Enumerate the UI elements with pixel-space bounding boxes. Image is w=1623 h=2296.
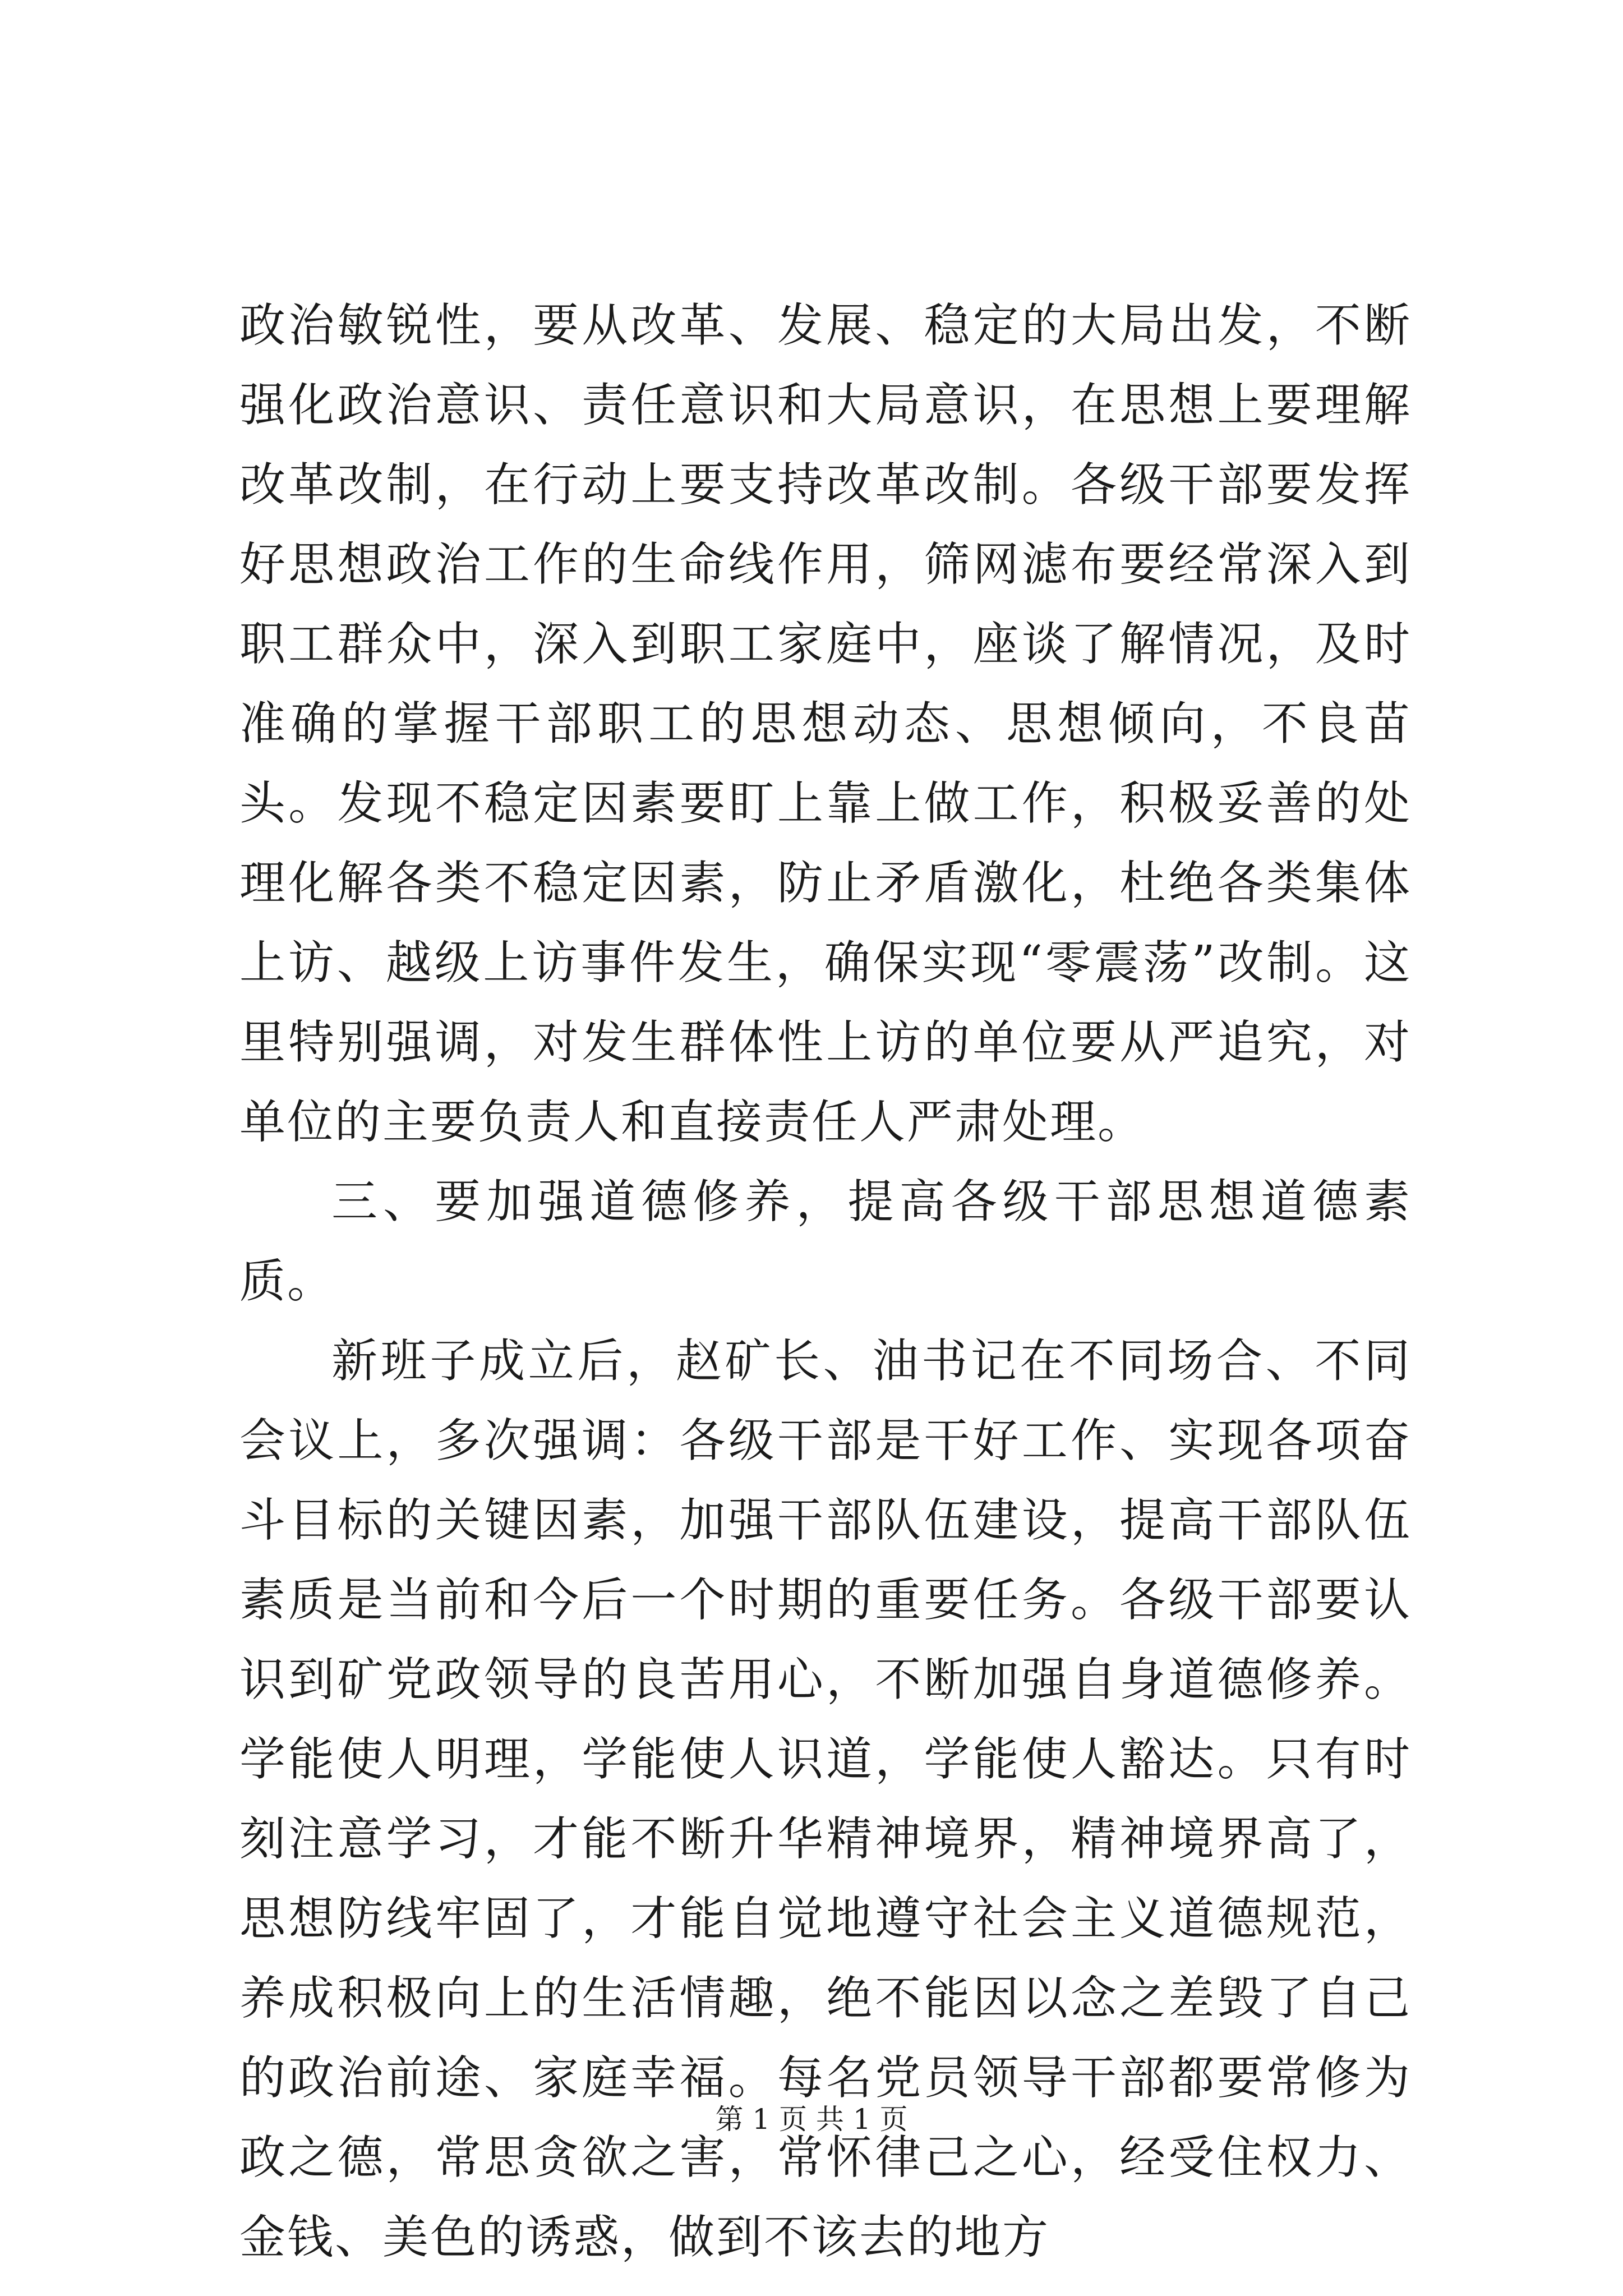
section-heading: 三、要加强道德修养，提高各级干部思想道德素质。 [239,1175,1412,1308]
document-body [239,286,1412,2277]
paragraph-continuation: 政治敏锐性，要从改革、发展、稳定的大局出发，不断强化政治意识、责任意识和大局意识，在思想上要理解改革改制，在行动上要支持改革改制。各级干部要发挥好思想政治工作的生命线作用，筛网滤布要经常深入到职工群众中，深入到职工家庭中，座谈了解情况，及时准确的掌握干部职工的思想动态、思想倾向，不良苗头。发现不稳定因素要盯上靠上做工作，积极妥善的处理化解各类不稳定因素，防止矛盾激化，杜绝各类集体上访、越级上访事件发生，确保实现“零震荡”改制。这里特别强调，对发生群体性上访的单位要从严追究，对单位的主要负责人和直接责任人严肃处理。 [239,299,1412,1149]
page-footer: 第 1 页 共 1 页 [715,2103,908,2136]
paragraph-body: 新班子成立后，赵矿长、油书记在不同场合、不同会议上，多次强调：各级干部是干好工作、实现各项奋斗目标的关键因素，加强干部队伍建设，提高干部队伍素质是当前和今后一个时期的重要任务。各级干部要认识到矿党政领导的良苦用心，不断加强自身道德修养。学能使人明理，学能使人识道，学能使人豁达。只有时刻注意学习，才能不断升华精神境界，精神境界高了，思想防线牢固了，才能自觉地遵守社会主义道德规范，养成积极向上的生活情趣，绝不能因以念之差毁了自己的政治前途、家庭幸福。每名党员领导干部都要常修为政之德，常思贪欲之害，常怀律己之心，经受住权力、金钱、美色的诱惑，做到不该去的地方 [239,1335,1412,2264]
